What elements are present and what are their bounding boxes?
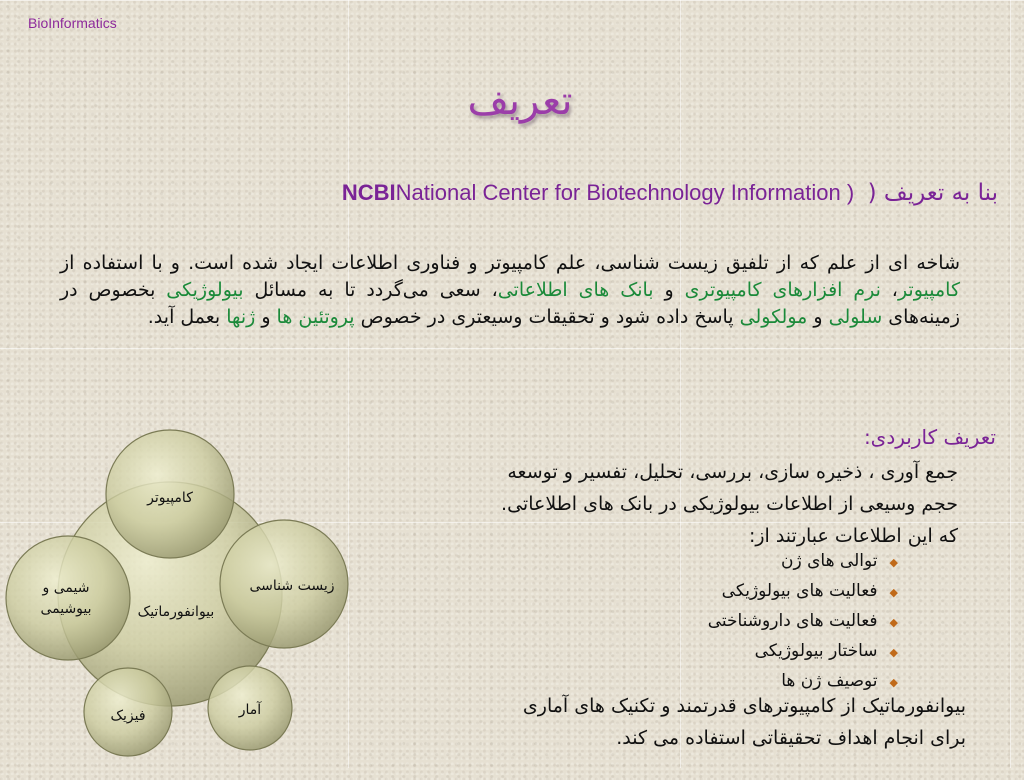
background-gridline: [0, 348, 1024, 349]
bullet-diamond-icon: ◆: [889, 556, 898, 569]
left-label-line1: شیمی و: [42, 580, 90, 596]
definition-text: و: [255, 306, 277, 328]
ncbi-full-name: National Center for Biotechnology Information ): [395, 180, 861, 205]
definition-highlight: ژنها: [226, 306, 256, 328]
left-label-line2: بیوشیمی: [40, 601, 92, 617]
closing-line: بیوانفورماتیک از کامپیوترهای قدرتمند و تکنیک های آماری: [522, 695, 966, 717]
bottom-left-label: فیزیک: [110, 708, 146, 724]
top-label: کامپیوتر: [147, 490, 193, 506]
list-item-text: فعالیت های بیولوژیکی: [721, 581, 878, 601]
applied-description: [318, 456, 958, 552]
closing-paragraph: [346, 690, 966, 754]
definition-highlight: سلولی: [828, 306, 883, 328]
list-item: [478, 607, 898, 637]
left-circle: [6, 536, 130, 660]
definition-text: بخصوص در زمینه‌های: [60, 279, 960, 328]
ncbi-heading: [342, 180, 998, 206]
info-types-list: [478, 547, 898, 697]
right-label: زیست شناسی: [249, 578, 335, 594]
bullet-diamond-icon: ◆: [889, 586, 898, 599]
definition-highlight: پروتئین ها: [276, 306, 355, 328]
bullet-diamond-icon: ◆: [889, 676, 898, 689]
definition-text: و: [807, 306, 829, 328]
closing-line: برای انجام اهداف تحقیقاتی استفاده می کند.: [616, 727, 966, 749]
background-gridline: [0, 0, 1024, 1]
slide-title: تعریف: [467, 78, 573, 124]
bullet-diamond-icon: ◆: [889, 646, 898, 659]
list-item-text: ساختار بیولوژیکی: [754, 641, 878, 661]
list-item-text: فعالیت های داروشناختی: [707, 611, 878, 631]
definition-text: پاسخ داده شود و تحقیقات وسیعتری در خصوص: [354, 306, 740, 328]
definition-highlight: مولکولی: [739, 306, 808, 328]
bioinformatics-diagram: [0, 420, 360, 780]
definition-text: و: [653, 279, 685, 301]
definition-highlight: نرم افزارهای کامپیوتری: [684, 279, 881, 301]
background-gridline: [1010, 0, 1011, 768]
ncbi-prefix: بنا به تعریف (: [860, 180, 998, 206]
header-label: BioInformatics: [28, 15, 117, 31]
list-item-text: توالی های ژن: [780, 551, 878, 571]
applied-line: حجم وسیعی از اطلاعات بیولوژیکی در بانک های اطلاعاتی.: [501, 493, 958, 515]
list-item: [478, 577, 898, 607]
definition-text: ، سعی می‌گردد تا به مسائل: [243, 279, 498, 301]
list-item-text: توصیف ژن ها: [781, 671, 878, 691]
bullet-diamond-icon: ◆: [889, 616, 898, 629]
definition-text: بعمل آید.: [147, 306, 227, 328]
definition-paragraph: [60, 250, 960, 331]
bottom-right-label: آمار: [238, 702, 262, 718]
list-item: [478, 547, 898, 577]
definition-highlight: کامپیوتر: [897, 279, 961, 301]
ncbi-acronym: NCBI: [341, 180, 396, 205]
definition-highlight: بیولوژیکی: [166, 279, 244, 301]
applied-line: جمع آوری ، ذخیره سازی، بررسی، تحلیل، تفسیر و توسعه: [507, 461, 958, 483]
applied-line: که این اطلاعات عبارتند از:: [748, 525, 958, 547]
applied-definition-title: تعریف کاربردی:: [863, 425, 996, 449]
list-item: [478, 637, 898, 667]
definition-text: ،: [880, 279, 898, 301]
definition-text: شاخه ای از علم که از تلفیق زیست شناسی، علم کامپیوتر و فناوری اطلاعات ایجاد شده است. و با استفاده از: [60, 252, 960, 274]
definition-highlight: بانک های اطلاعاتی: [497, 279, 654, 301]
center-label: بیوانفورماتیک: [137, 604, 215, 620]
